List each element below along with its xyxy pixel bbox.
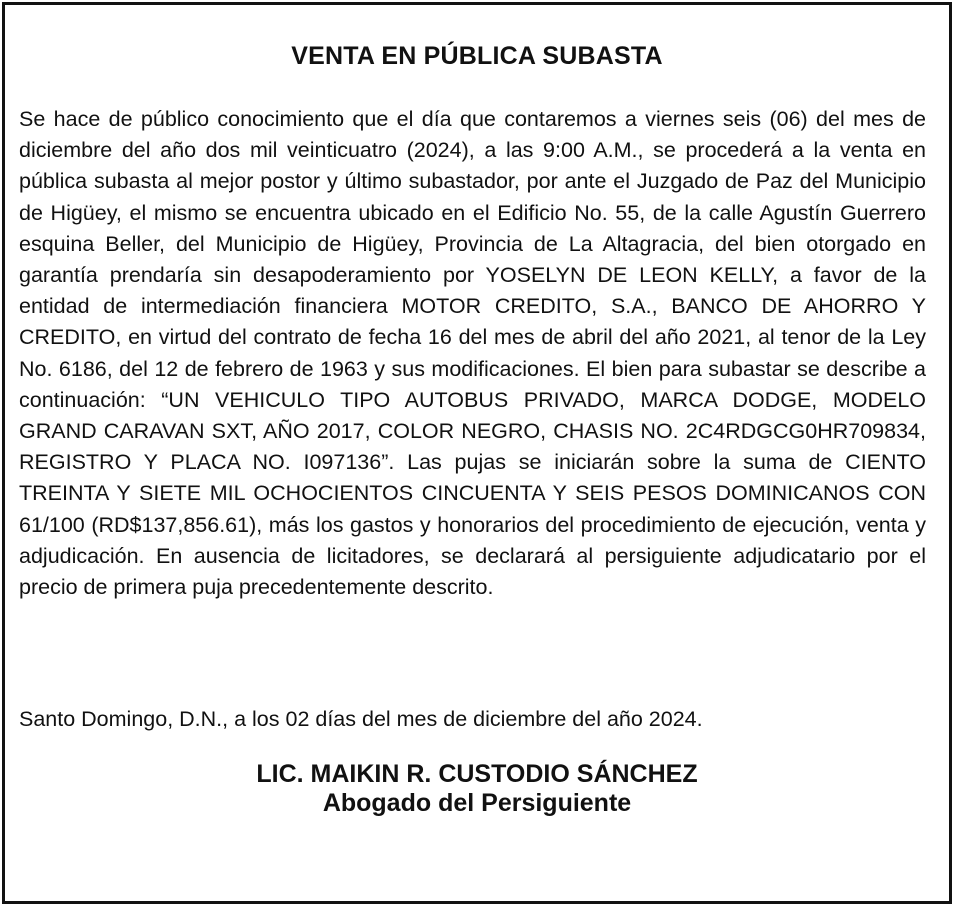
signer-name: LIC. MAIKIN R. CUSTODIO SÁNCHEZ — [256, 760, 698, 788]
place-date-line: Santo Domingo, D.N., a los 02 días del mes de diciembre del año 2024. — [19, 707, 703, 731]
notice-title: VENTA EN PÚBLICA SUBASTA — [291, 42, 663, 70]
notice-body: Se hace de público conocimiento que el día que contaremos a viernes seis (06) del mes de diciembre del año dos mil veinticuatro (2024), a las 9:00 A.M., se procederá a la venta en pública subasta al mejor postor y último subastador, por ante el Juzgado de Paz del Municipio de Higüey, el mismo se encuentra ubicado en el Edificio No. 55, de la calle Agustín Guerrero esquina Beller, del Municipio de Higüey, Provincia de La Altagracia, del bien otorgado en garantía prendaría sin desapoderamiento por YOSELYN DE LEON KELLY, a favor de la entidad de intermediación financiera MOTOR CREDITO, S.A., BANCO DE AHORRO Y CREDITO, en virtud del contrato de fecha 16 del mes de abril del año 2021, al tenor de la Ley No. 6186, del 12 de febrero de 1963 y sus modificaciones. El bien para subastar se describe a continuación: “UN VEHICULO TIPO AUTOBUS PRIVADO, MARCA DODGE, MODELO GRAND CARAVAN SXT, AÑO 2017, COLOR NEGRO, CHASIS NO. 2C4RDGCG0HR709834, REGISTRO Y PLACA NO. I097136”. Las pujas se iniciarán sobre la suma de CIENTO TREINTA Y SIETE MIL OCHOCIENTOS CINCUENTA Y SEIS PESOS DOMINICANOS CON 61/100 (RD$137,856.61), más los gastos y honorarios del procedimiento de ejecución, venta y adjudicación. En ausencia de licitadores, se declarará al persiguiente adjudicatario por el precio de primera puja precedentemente descrito. — [19, 107, 926, 600]
signer-role: Abogado del Persiguiente — [322, 789, 632, 817]
signature-block — [0, 760, 954, 818]
